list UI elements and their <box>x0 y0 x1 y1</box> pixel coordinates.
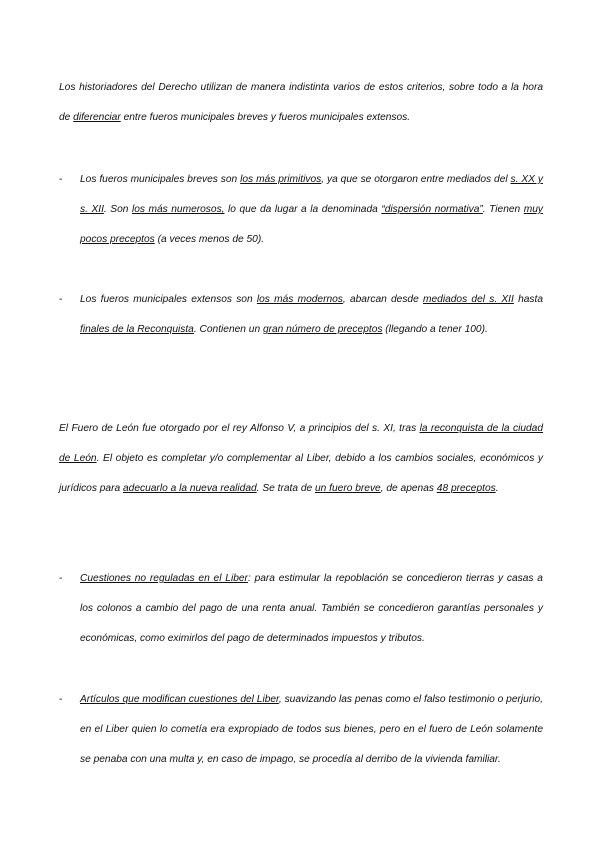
underlined-text: s. XX y s. XII <box>80 174 543 215</box>
text-run: Los historiadores del Derecho utilizan de manera indistinta varios de estos criterios, sobre todo a la hora de <box>59 82 543 123</box>
underlined-text: la reconquista de la ciudad de León <box>59 423 543 464</box>
text-run: . Se trata de <box>256 483 316 494</box>
underlined-text: Cuestiones no reguladas en el Liber <box>80 573 248 584</box>
bullet-articulos-modifican <box>59 685 543 775</box>
bullet-fueros-extensos <box>59 285 543 345</box>
underlined-text: Artículos que modifican cuestiones del Liber <box>80 694 279 705</box>
underlined-text: los más numerosos, <box>131 204 225 215</box>
text-run: . Son <box>103 204 132 215</box>
underlined-text: “dispersión normativa” <box>381 204 483 215</box>
underlined-text: 48 preceptos <box>436 483 496 494</box>
text-run: (a veces menos de 50). <box>154 234 265 245</box>
bullet-dash: - <box>59 694 63 705</box>
text-run: hasta <box>513 294 543 305</box>
text-run: . Tienen <box>482 204 524 215</box>
bullet-dash: - <box>59 573 63 584</box>
text-run: . <box>495 483 499 494</box>
text-run: , suavizando las penas como el falso testimonio o perjurio, en el Liber quien lo cometía era expropiado de todos sus bienes, pero en el fuero de León solamente se penaba con una multa y, en caso de impago, se procedía al derribo de la vivienda familiar. <box>80 694 543 765</box>
text-run: El Fuero de León fue otorgado por el rey Alfonso V, a principios del s. XI, tras <box>59 423 420 434</box>
underlined-text: mediados del s. XII <box>423 294 514 305</box>
underlined-text: gran número de preceptos <box>262 324 383 335</box>
text-run: . El objeto es completar y/o complementar al Liber, debido a los cambios sociales, económicos y jurídicos para <box>59 453 543 494</box>
bullet-dash: - <box>59 174 63 185</box>
text-run: Los fueros municipales breves son <box>80 174 241 185</box>
text-run: , de apenas <box>380 483 437 494</box>
bullet-text <box>80 685 543 775</box>
underlined-text: los más primitivos <box>240 174 322 185</box>
text-run: entre fueros municipales breves y fueros municipales extensos. <box>120 112 411 123</box>
text-run: , abarcan desde <box>342 294 423 305</box>
text-run: , ya que se otorgaron entre mediados del <box>321 174 511 185</box>
bullet-text <box>80 564 543 654</box>
bullet-dash: - <box>59 294 63 305</box>
underlined-text: los más modernos <box>256 294 343 305</box>
bullet-fueros-breves <box>59 165 543 255</box>
underlined-text: diferenciar <box>73 112 121 123</box>
text-run: Los fueros municipales extensos son <box>80 294 257 305</box>
underlined-text: un fuero breve <box>315 483 381 494</box>
underlined-text: muy pocos preceptos <box>80 204 543 245</box>
text-run: lo que da lugar a la denominada <box>224 204 382 215</box>
bullet-text <box>80 285 543 345</box>
text-run: (llegando a tener 100). <box>382 324 488 335</box>
bullet-text <box>80 165 543 255</box>
paragraph-fuero-leon <box>59 414 543 504</box>
text-run: . Contienen un <box>193 324 263 335</box>
text-run: : para estimular la repoblación se concedieron tierras y casas a los colonos a cambio del pago de una renta anual. También se concedieron garantías personales y económicas, como eximirlos del pago de determinados impuestos y tributos. <box>80 573 543 644</box>
paragraph-criterios <box>59 73 543 133</box>
underlined-text: finales de la Reconquista <box>80 324 194 335</box>
bullet-cuestiones-no-reguladas <box>59 564 543 654</box>
underlined-text: adecuarlo a la nueva realidad <box>123 483 257 494</box>
